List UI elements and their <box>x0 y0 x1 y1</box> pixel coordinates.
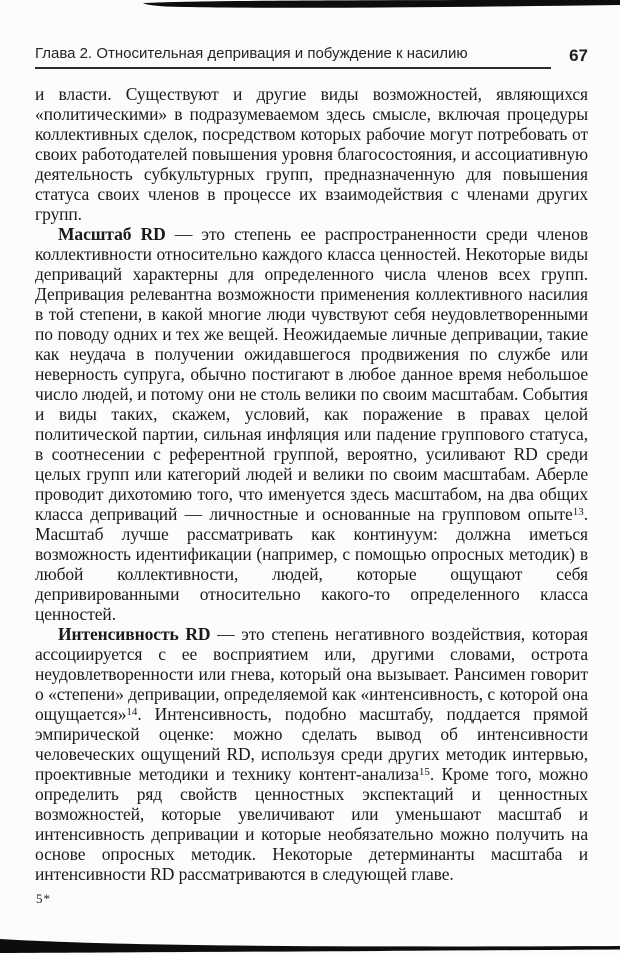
paragraph <box>35 84 588 224</box>
text-run: Интенсивность RD <box>58 624 211 644</box>
paragraph <box>35 224 588 624</box>
signature-mark: 5* <box>36 891 51 906</box>
body-text <box>35 84 588 884</box>
footnote-reference: 14 <box>126 706 138 719</box>
footnote-reference: 15 <box>418 766 430 779</box>
text-run: . Масштаб лучше рассматривать как континуум: должна иметься возможность идентификации (например, с помощью опросных методик) в любой коллективности, людей, которые ощущают себя депривированными относительно какого-то определенного класса ценностей. <box>35 504 588 624</box>
paragraph <box>35 624 588 884</box>
page-number: 67 <box>569 46 588 65</box>
text-run: . Интенсивность, подобно масштабу, поддается прямой эмпирической оценке: можно сделать вывод об интенсивности человеческих ощущений RD, используя среди других методик интервью, проективные методики и технику контент-анализа <box>35 704 588 784</box>
text-run: . Кроме того, можно определить ряд свойств ценностных экспектаций и ценностных возможностей, которые увеличивают или уменьшают масштаб и интенсивность депривации и которые необязательно можно получить на основе опросных методик. Некоторые детерминанты масштаба и интенсивности RD рассматриваются в следующей главе. <box>35 764 588 884</box>
text-run: — это степень негативного воздействия, которая ассоциируется с ее восприятием или, другими словами, острота неудовлетворенности или гнева, который она вызывает. Рансимен говорит о «степени» депривации, определяемой как «интенсивность, с которой она ощущается» <box>35 624 588 724</box>
text-run: — это степень ее распространенности среди членов коллективности относительно каждого класса ценностей. Некоторые виды деприваций характерны для определенного числа членов всех групп. Депривация релевантна возможности применения коллективного насилия в той степени, в какой многие люди чувствуют себя неудовлетворенными по поводу одних и тех же вещей. Неожидаемые личные депривации, такие как неудача в получении ожидавшегося продвижения по службе или неверность супруга, обычно постигают в любое данное время небольшое число людей, и потому они не столь велики по своим масштабам. События и виды таких, скажем, условий, как поражение в правах целой политической партии, сильная инфляция или падение группового статуса, в соотнесении с референтной группой, вероятно, усиливают RD среди целых групп или категорий людей и велики по своим масштабам. Аберле проводит дихотомию того, что именуется здесь масштабом, на два общих класса деприваций — личностные и основанные на групповом опыте <box>35 224 588 524</box>
page-header <box>35 44 588 69</box>
running-head: Глава 2. Относительная депривация и побуждение к насилию <box>35 44 551 69</box>
text-run: и власти. Существуют и другие виды возможностей, являющихся «политическими» в подразумеваемом здесь смысле, включая процедуры коллективных сделок, посредством которых рабочие могут потребовать от своих работодателей повышения уровня благосостояния, и ассоциативную деятельность субкультурных групп, предназначенную для повышения статуса своих членов в процессе их взаимодействия с членами других групп. <box>35 84 588 224</box>
text-run: Масштаб RD <box>58 224 166 244</box>
footnote-reference: 13 <box>572 506 584 519</box>
